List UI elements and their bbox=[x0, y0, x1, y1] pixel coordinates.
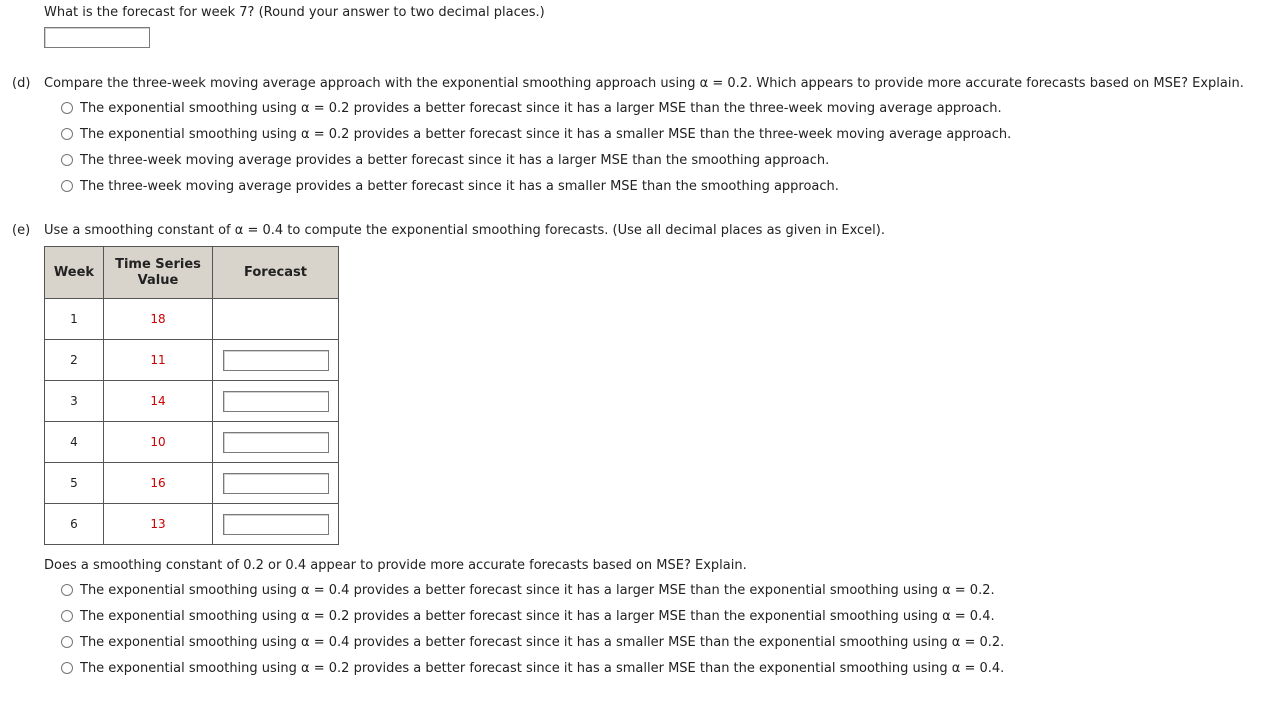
part-d-label: (d) bbox=[12, 76, 31, 91]
forecast-cell bbox=[213, 422, 339, 463]
forecast-cell bbox=[213, 463, 339, 504]
value-cell: 13 bbox=[104, 504, 213, 545]
radio-button[interactable] bbox=[61, 180, 73, 192]
radio-button[interactable] bbox=[61, 102, 73, 114]
value-cell: 16 bbox=[104, 463, 213, 504]
option-label: The exponential smoothing using α = 0.2 provides a better forecast since it has a smaller MSE than the three-week moving average approach. bbox=[80, 126, 1012, 142]
table-row bbox=[45, 299, 339, 340]
part-e-followup-question: Does a smoothing constant of 0.2 or 0.4 appear to provide more accurate forecasts based on MSE? Explain. bbox=[44, 558, 747, 573]
week7-question: What is the forecast for week 7? (Round your answer to two decimal places.) bbox=[44, 5, 545, 20]
value-cell: 14 bbox=[104, 381, 213, 422]
forecast-input-week-5[interactable] bbox=[223, 473, 329, 494]
table-row bbox=[45, 504, 339, 545]
radio-button[interactable] bbox=[61, 128, 73, 140]
week-cell: 1 bbox=[45, 299, 104, 340]
option-label: The exponential smoothing using α = 0.2 provides a better forecast since it has a smaller MSE than the exponential smoothing using α = 0.4. bbox=[80, 660, 1005, 676]
part-d-option-1[interactable] bbox=[61, 99, 1002, 117]
option-label: The three-week moving average provides a better forecast since it has a smaller MSE than the smoothing approach. bbox=[80, 178, 839, 194]
table-row bbox=[45, 381, 339, 422]
week-cell: 5 bbox=[45, 463, 104, 504]
forecast-cell bbox=[213, 340, 339, 381]
value-cell: 11 bbox=[104, 340, 213, 381]
part-d-option-3[interactable] bbox=[61, 151, 829, 169]
part-d-option-4[interactable] bbox=[61, 177, 839, 195]
table-row bbox=[45, 422, 339, 463]
header-time-series-value bbox=[104, 247, 213, 299]
part-e-label: (e) bbox=[12, 223, 31, 238]
forecast-cell bbox=[213, 504, 339, 545]
radio-button[interactable] bbox=[61, 610, 73, 622]
option-label: The three-week moving average provides a better forecast since it has a larger MSE than the smoothing approach. bbox=[80, 152, 830, 168]
forecast-cell bbox=[213, 381, 339, 422]
week7-forecast-input[interactable] bbox=[44, 27, 150, 48]
value-cell: 18 bbox=[104, 299, 213, 340]
week-cell: 6 bbox=[45, 504, 104, 545]
header-week: Week bbox=[45, 247, 104, 299]
forecast-input-week-2[interactable] bbox=[223, 350, 329, 371]
table-header-row bbox=[45, 247, 339, 299]
radio-button[interactable] bbox=[61, 636, 73, 648]
radio-button[interactable] bbox=[61, 154, 73, 166]
option-label: The exponential smoothing using α = 0.2 provides a better forecast since it has a larger MSE than the three-week moving average approach. bbox=[80, 100, 1002, 116]
week-cell: 4 bbox=[45, 422, 104, 463]
option-label: The exponential smoothing using α = 0.4 provides a better forecast since it has a larger MSE than the exponential smoothing using α = 0.2. bbox=[80, 582, 995, 598]
table-row bbox=[45, 340, 339, 381]
option-label: The exponential smoothing using α = 0.4 provides a better forecast since it has a smaller MSE than the exponential smoothing using α = 0.2. bbox=[80, 634, 1005, 650]
week-cell: 2 bbox=[45, 340, 104, 381]
table-row bbox=[45, 463, 339, 504]
header-time-series-value-text: Time Series Value bbox=[115, 256, 201, 288]
header-forecast: Forecast bbox=[213, 247, 339, 299]
forecast-input-week-4[interactable] bbox=[223, 432, 329, 453]
forecast-input-week-3[interactable] bbox=[223, 391, 329, 412]
week-cell: 3 bbox=[45, 381, 104, 422]
part-e-option-1[interactable] bbox=[61, 581, 995, 599]
part-d-option-2[interactable] bbox=[61, 125, 1011, 143]
forecast-input-week-6[interactable] bbox=[223, 514, 329, 535]
part-e-option-4[interactable] bbox=[61, 659, 1004, 677]
radio-button[interactable] bbox=[61, 584, 73, 596]
part-e-option-2[interactable] bbox=[61, 607, 995, 625]
part-e-option-3[interactable] bbox=[61, 633, 1004, 651]
radio-button[interactable] bbox=[61, 662, 73, 674]
part-e-question: Use a smoothing constant of α = 0.4 to compute the exponential smoothing forecasts. (Use all decimal places as given in Excel). bbox=[44, 223, 885, 238]
part-d-question: Compare the three-week moving average approach with the exponential smoothing approach using α = 0.2. Which appears to provide more accurate forecasts based on MSE? Explain. bbox=[44, 76, 1244, 91]
forecast-cell-empty bbox=[213, 299, 339, 340]
value-cell: 10 bbox=[104, 422, 213, 463]
forecast-table bbox=[44, 246, 339, 545]
option-label: The exponential smoothing using α = 0.2 provides a better forecast since it has a larger MSE than the exponential smoothing using α = 0.4. bbox=[80, 608, 995, 624]
